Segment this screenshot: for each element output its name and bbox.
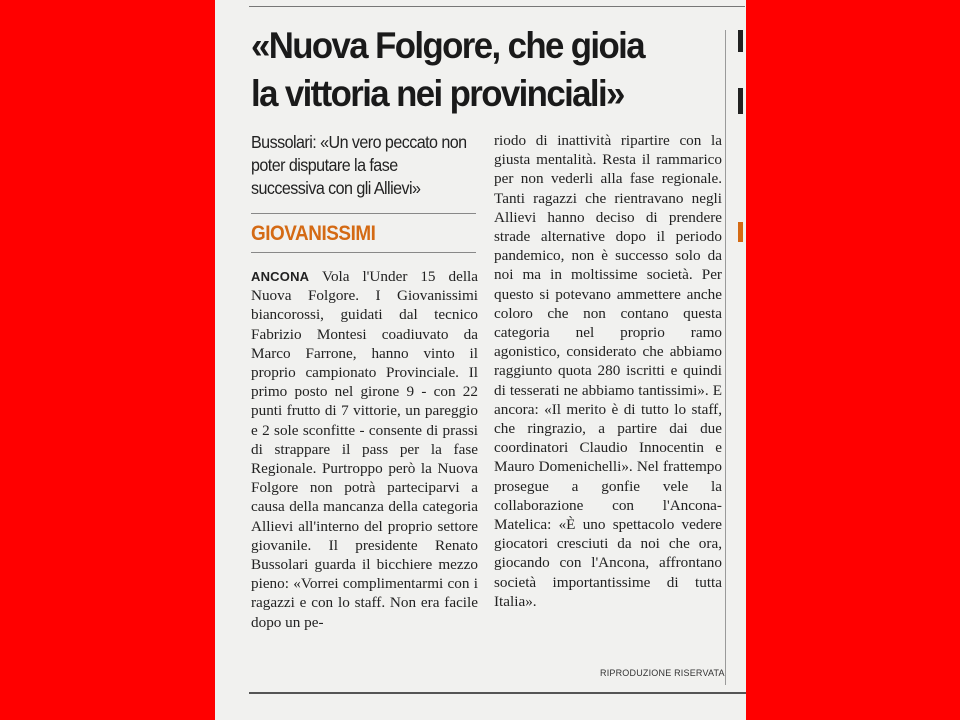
section-label: GIOVANISSIMI <box>251 222 376 245</box>
article-column-1 <box>251 267 478 632</box>
column-1-text: Vola l'Under 15 della Nuova Folgore. I Giovanissimi biancorossi, guidati dal tecnico Fabrizio Montesi coadiuvato da Marco Farrone, hanno vinto il proprio campionato Provinciale. Il primo posto nel girone 9 - con 22 punti frutto di 7 vittorie, un pareggio e 2 sole sconfitte - consente di prassi di strappare il pass per la fase Regionale. Purtroppo però la Nuova Folgore non potrà parteciparvi a causa della mancanza della categoria Allievi all'interno del proprio settore giovanile. Il presidente Renato Bussolari guarda il bicchiere mezzo pieno: «Vorrei complimentarmi con i ragazzi e con lo staff. Non era facile dopo un pe- <box>251 268 478 631</box>
adjacent-article-fragment <box>736 30 746 60</box>
headline-line-2: la vittoria nei provinciali» <box>251 73 624 114</box>
adjacent-article-fragment <box>736 88 746 116</box>
dateline: ANCONA <box>251 269 310 284</box>
article-column-2 <box>494 131 722 611</box>
subheadline: Bussolari: «Un vero peccato non poter disputare la fase successiva con gli Allievi» <box>251 132 467 198</box>
copyright-notice: RIPRODUZIONE RISERVATA <box>600 668 725 678</box>
bottom-rule <box>249 692 746 694</box>
section-divider <box>251 252 476 253</box>
column-divider <box>725 30 726 685</box>
adjacent-article-fragment <box>736 222 746 244</box>
headline-line-1: «Nuova Folgore, che gioia <box>251 25 644 66</box>
headline <box>251 22 702 118</box>
top-rule <box>249 6 745 7</box>
subhead-divider <box>251 213 476 214</box>
column-2-text: riodo di inattività ripartire con la giusta mentalità. Resta il rammarico per non vederli alla fase regionale. Tanti ragazzi che rientravano negli Allievi hanno deciso di prendere strade alternative dopo il periodo pandemico, non è successo solo da noi ma in moltissime società. Per questo si potevano ammettere anche coloro che non contano questa categoria nel proprio ramo agonistico, considerato che abbiamo raggiunto quota 280 iscritti e quindi di tesserati ne abbiamo tantissimi». E ancora: «Il merito è di tutto lo staff, che ringrazio, a partire dai due coordinatori Claudio Innocentin e Mauro Domenichelli». Nel frattempo prosegue a gonfie vele la collaborazione con l'Ancona-Matelica: «È uno spettacolo vedere giocatori cresciuti da noi che ora, giocando con l'Ancona, affrontano società importantissime di tutta Italia». <box>494 132 722 610</box>
newspaper-clipping <box>215 0 746 720</box>
